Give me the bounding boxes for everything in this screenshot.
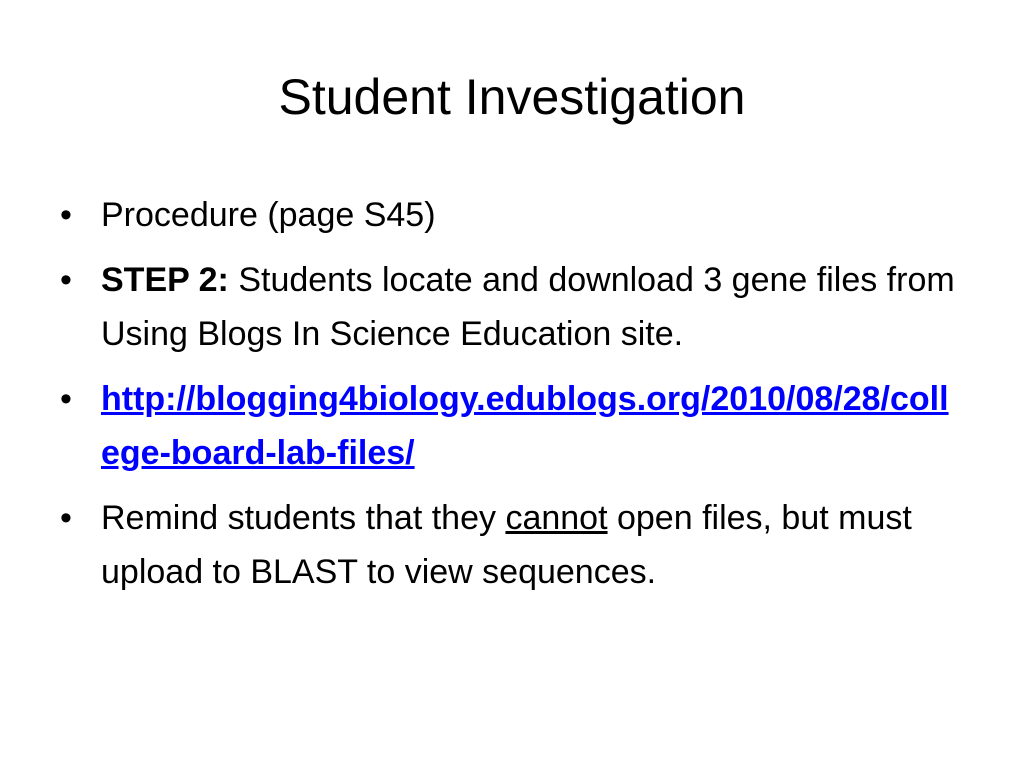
bullet-list — [60, 188, 960, 610]
bullet-item-procedure — [60, 188, 960, 242]
procedure-text: Procedure (page S45) — [101, 196, 436, 234]
step2-text: Students locate and download 3 gene files from Using Blogs In Science Education site. — [101, 261, 955, 353]
reminder-text-before: Remind students that they — [101, 499, 506, 537]
bullet-item-link — [60, 372, 960, 480]
bullet-icon: • — [60, 261, 72, 299]
bullet-icon: • — [60, 380, 72, 418]
bullet-icon: • — [60, 499, 72, 537]
bullet-item-reminder — [60, 491, 960, 599]
slide-title: Student Investigation — [278, 69, 746, 125]
reminder-cannot: cannot — [505, 499, 608, 537]
bullet-item-step2 — [60, 253, 960, 361]
step2-label: STEP 2: — [101, 261, 229, 299]
bullet-icon: • — [60, 196, 72, 234]
reminder-text-after: open files, but must upload to BLAST to view sequences. — [101, 499, 912, 591]
lab-files-link[interactable]: http://blogging4biology.edublogs.org/2010/08/28/college-board-lab-files/ — [101, 380, 949, 472]
